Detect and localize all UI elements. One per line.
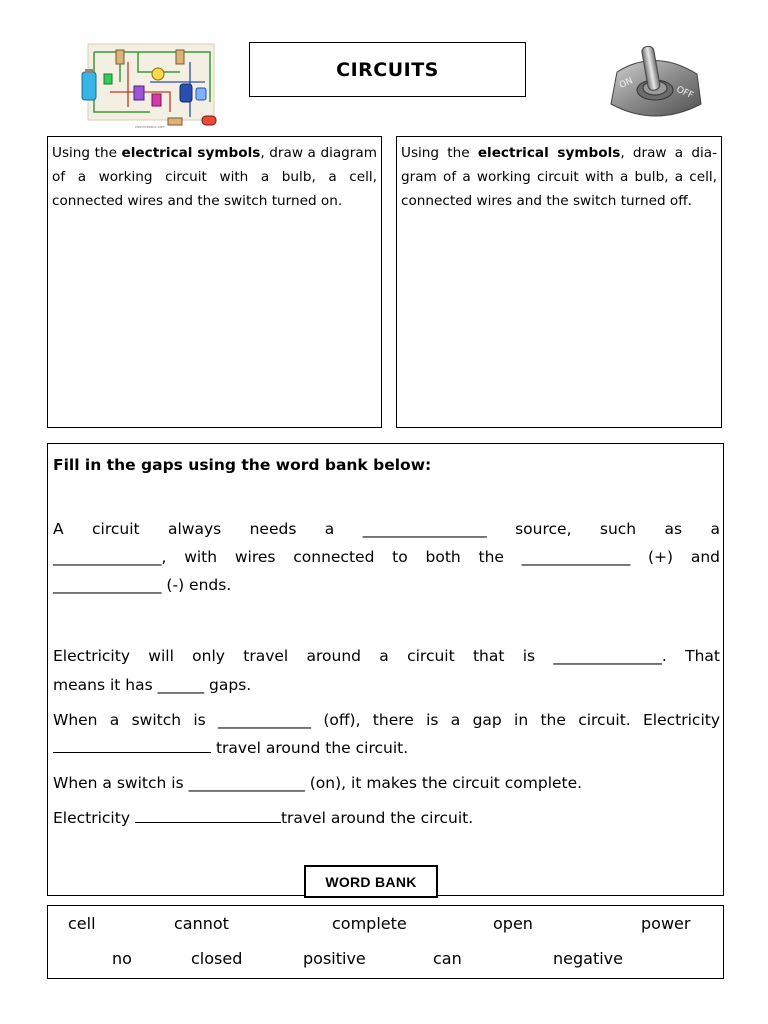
gap-line-9-prefix: Electricity bbox=[53, 809, 130, 827]
toggle-switch-image bbox=[605, 38, 705, 124]
diagram-instruction-prefix: Using the bbox=[401, 145, 478, 161]
answer-blank[interactable] bbox=[53, 735, 211, 753]
svg-text:OFF: OFF bbox=[674, 84, 695, 102]
word-bank-word: negative bbox=[553, 949, 623, 968]
word-bank-word: closed bbox=[191, 949, 243, 968]
word-bank-word: no bbox=[112, 949, 132, 968]
gap-line-3: ______________ (-) ends. bbox=[53, 576, 232, 594]
circuit-board-image bbox=[80, 42, 220, 132]
gap-line-4: Electricity will only travel around a circuit that is ______________. That bbox=[53, 647, 720, 665]
gap-line-1: A circuit always needs a ________________ source, such as a bbox=[53, 520, 720, 538]
word-bank-word: can bbox=[433, 949, 462, 968]
gap-fill-heading: Fill in the gaps using the word bank below: bbox=[53, 456, 432, 474]
gap-line-7 bbox=[53, 734, 720, 762]
gap-line-6: When a switch is ____________ (off), there is a gap in the circuit. Electricity bbox=[53, 711, 720, 729]
word-bank-word: cannot bbox=[174, 914, 229, 933]
diagram-instruction-prefix: Using the bbox=[52, 145, 122, 161]
gap-line-9 bbox=[53, 804, 720, 832]
diagram-instruction-bold: electrical symbols bbox=[121, 145, 261, 161]
diagram-instruction-bold: electrical symbols bbox=[477, 145, 621, 161]
page-title: CIRCUITS bbox=[249, 42, 526, 97]
word-bank-word: open bbox=[493, 914, 533, 933]
answer-blank[interactable] bbox=[135, 805, 281, 823]
gap-line-5: means it has ______ gaps. bbox=[53, 676, 252, 694]
word-bank-word: power bbox=[641, 914, 691, 933]
diagram-instruction-suffix: , draw a diagram of a working circuit with a bulb, a cell, connected wires and the switch turned on. bbox=[52, 145, 377, 209]
gap-line-7-text: travel around the circuit. bbox=[215, 739, 409, 757]
word-bank bbox=[47, 905, 724, 979]
word-bank-word: cell bbox=[68, 914, 96, 933]
gap-line-2: ______________, with wires connected to both the ______________ (+) and bbox=[53, 548, 720, 566]
diagram-instruction-suffix: , draw a dia-gram of a working circuit with a bulb, a cell, connected wires and the switch turned off. bbox=[401, 145, 717, 209]
svg-text:ON: ON bbox=[617, 76, 635, 91]
gap-line-9-suffix: travel around the circuit. bbox=[280, 809, 474, 827]
gap-line-8: When a switch is _______________ (on), it makes the circuit complete. bbox=[53, 774, 583, 792]
svg-text:electricbasics.com: electricbasics.com bbox=[135, 125, 165, 129]
word-bank-label: WORD BANK bbox=[304, 865, 438, 898]
word-bank-word: complete bbox=[332, 914, 407, 933]
diagram-box-switch-on[interactable] bbox=[47, 136, 382, 428]
gap-fill-section bbox=[47, 443, 724, 896]
diagram-box-switch-off[interactable] bbox=[396, 136, 722, 428]
word-bank-word: positive bbox=[303, 949, 366, 968]
